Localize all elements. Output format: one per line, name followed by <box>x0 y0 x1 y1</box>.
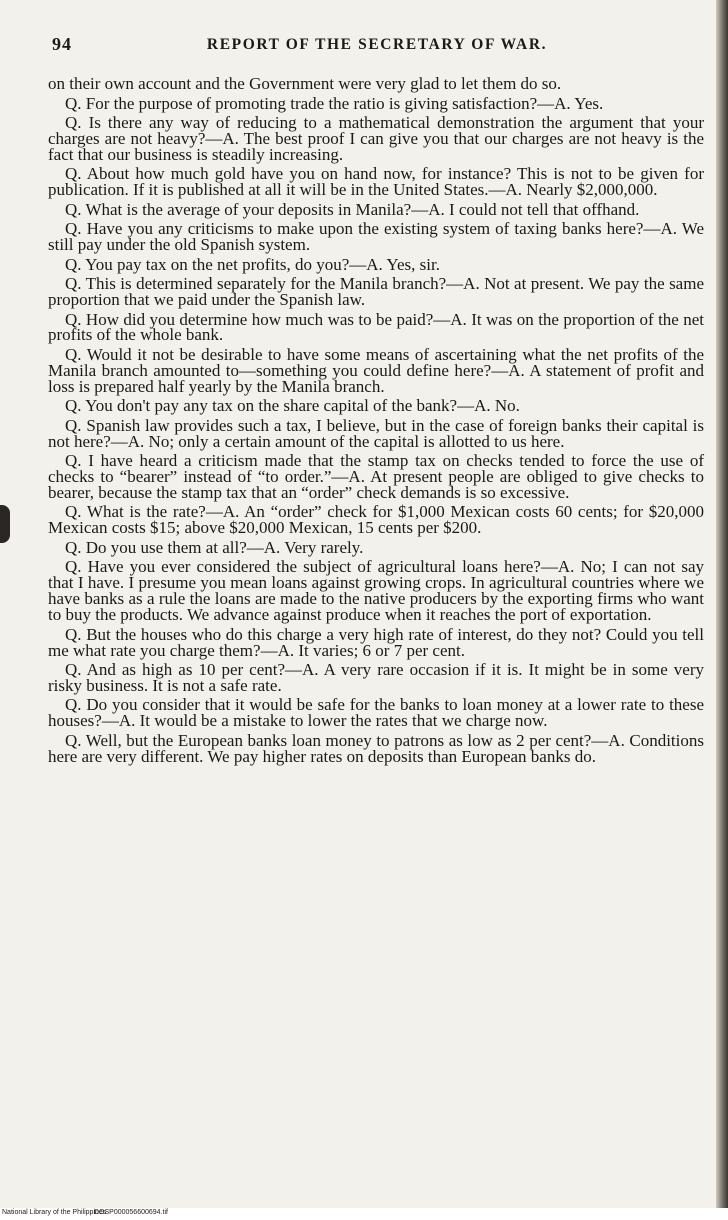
paragraph: Q. Well, but the European banks loan money to patrons as low as 2 per cent?—A. Conditions here are very different. We pay higher rates on deposits than European banks do. <box>48 730 704 766</box>
paragraph: Q. How did you determine how much was to be paid?—A. It was on the proportion of the net profits of the whole bank. <box>48 309 704 345</box>
scan-artifact <box>0 505 10 543</box>
paragraph: Q. Have you any criticisms to make upon the existing system of taxing banks here?—A. We still pay under the old Spanish system. <box>48 219 704 255</box>
paragraph: Q. What is the average of your deposits in Manila?—A. I could not tell that offhand. <box>65 199 640 219</box>
paragraph: Q. You pay tax on the net profits, do you?—A. Yes, sir. <box>65 254 440 274</box>
paragraph: Q. You don't pay any tax on the share capital of the bank?—A. No. <box>65 396 520 416</box>
paragraph: Q. And as high as 10 per cent?—A. A very rare occasion if it is. It might be in some very risky business. It is not a safe rate. <box>48 660 704 695</box>
paragraph: on their own account and the Government were very glad to let them do so. <box>48 74 562 93</box>
paragraph: Q. I have heard a criticism made that the stamp tax on checks tended to force the use of checks to “bearer” instead of “to order.”—A. At present people are obliged to give checks to bearer, because the stamp tax that an “order” check demands is so excessive. <box>48 451 704 502</box>
paragraph: Q. Would it not be desirable to have some means of ascertaining what the net profits of the Manila branch amounted to—something you could define here?—A. A statement of profit and loss is prepared half yearly by the Manila branch. <box>48 344 704 396</box>
report-body <box>48 76 704 768</box>
paragraph: Q. What is the rate?—A. An “order” check for $1,000 Mexican costs 60 cents; for $20,000 Mexican costs $15; above $20,000 Mexican, 15 cents per $200. <box>48 502 704 538</box>
paragraph: Q. Is there any way of reducing to a mathematical demonstration the argument that your charges are not heavy?—A. The best proof I can give you that our charges are not heavy is the fact that our business is steadily increasing. <box>48 113 704 164</box>
paragraph: Q. But the houses who do this charge a very high rate of interest, do they not? Could you tell me what rate you charge them?—A. It varies; 6 or 7 per cent. <box>48 624 704 660</box>
paragraph: Q. About how much gold have you on hand now, for instance? This is not to be given for publication. If it is published at all it will be in the United States.—A. Nearly $2,000,000. <box>48 164 704 200</box>
file-id: DOSP000056600694.tif <box>94 1209 168 1216</box>
paragraph: Q. Do you consider that it would be safe for the banks to loan money at a lower rate to these houses?—A. It would be a mistake to lower the rates that we charge now. <box>48 695 704 731</box>
paragraph: Q. This is determined separately for the Manila branch?—A. Not at present. We pay the same proportion that we paid under the Spanish law. <box>48 274 704 310</box>
running-title: REPORT OF THE SECRETARY OF WAR. <box>206 36 548 53</box>
paragraph: Q. Spanish law provides such a tax, I believe, but in the case of foreign banks their capital is not here?—A. No; only a certain amount of the capital is allotted to us here. <box>48 415 704 451</box>
paragraph: Q. Have you ever considered the subject of agricultural loans here?—A. No; I can not say that I have. I presume you mean loans against growing crops. In agricultural countries where we have banks as a rule the loans are made to the native producers by the exporting firms who want to buy the products. We advance against produce when it reaches the port of exportation. <box>48 557 704 625</box>
scan-footer <box>0 1208 728 1220</box>
page-header <box>52 34 702 58</box>
page-edge-shadow <box>716 0 728 1208</box>
page-number: 94 <box>52 34 72 54</box>
paragraph: Q. For the purpose of promoting trade the ratio is giving satisfaction?—A. Yes. <box>65 93 604 113</box>
source-label: National Library of the Philippines <box>2 1209 107 1216</box>
paragraph: Q. Do you use them at all?—A. Very rarely. <box>65 537 364 557</box>
